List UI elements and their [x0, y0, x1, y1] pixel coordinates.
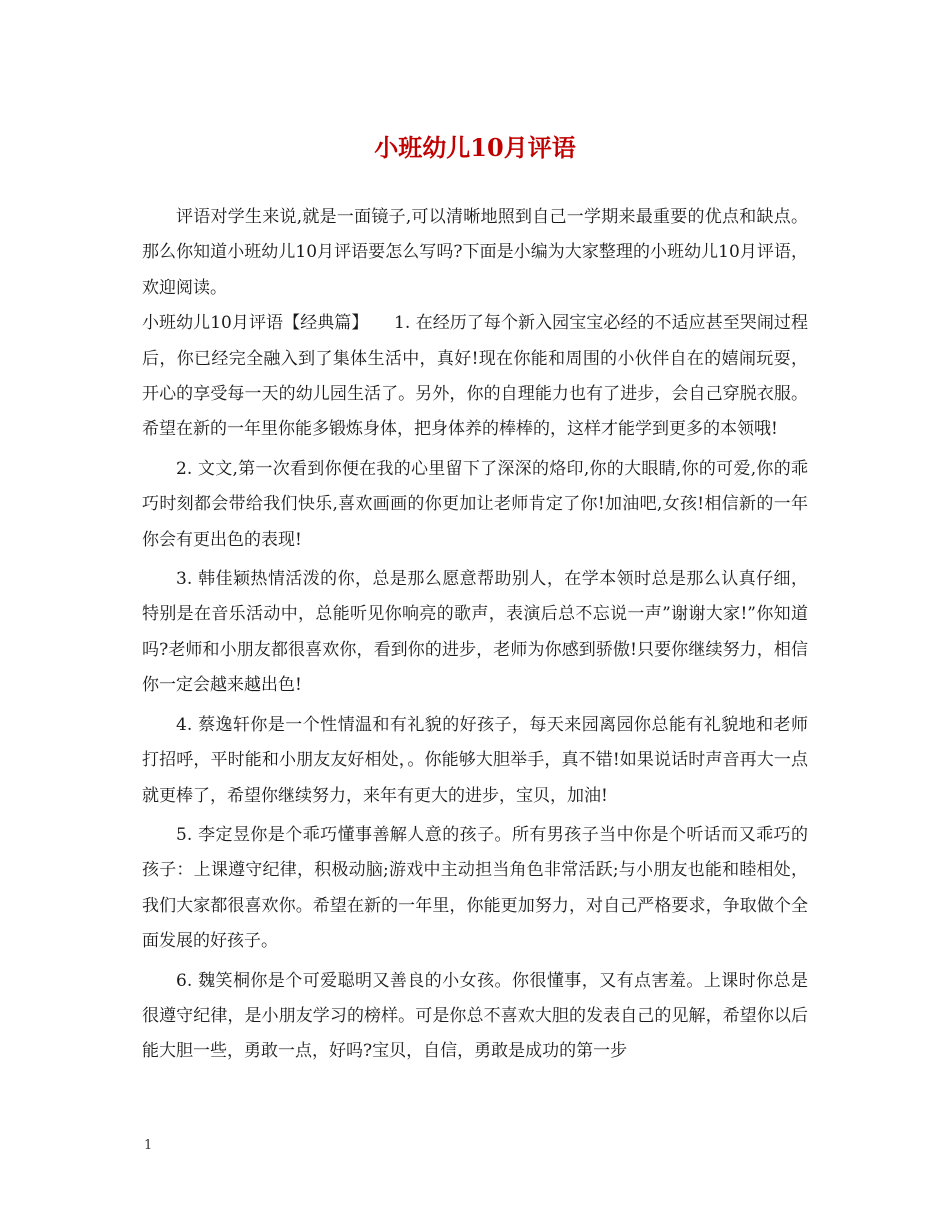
page-title: 小班幼儿10月评语 [374, 133, 576, 162]
comment-paragraph-5: 5. 李定昱你是个乖巧懂事善解人意的孩子。所有男孩子当中你是个听话而又乖巧的孩子：上课遵守纪律，积极动脑;游戏中主动担当角色非常活跃;与小朋友也能和睦相处，我们大家都很喜欢你。希望在新的一年里，你能更加努力，对自己严格要求，争取做个全面发展的好孩子。 [142, 824, 808, 952]
comment-paragraph-2: 2. 文文,第一次看到你便在我的心里留下了深深的烙印,你的大眼睛,你的可爱,你的乖巧时刻都会带给我们快乐,喜欢画画的你更加让老师肯定了你!加油吧,女孩!相信新的一年你会有更出色的表现! [142, 458, 808, 550]
comment-paragraph-3: 3. 韩佳颖热情活泼的你，总是那么愿意帮助别人，在学本领时总是那么认真仔细，特别是在音乐活动中，总能听见你响亮的歌声，表演后总不忘说一声”谢谢大家!”你知道吗?老师和小朋友都很喜欢你，看到你的进步，老师为你感到骄傲!只要你继续努力，相信你一定会越来越出色! [142, 569, 808, 696]
document-body [142, 200, 808, 1070]
page-number: 1 [144, 1138, 153, 1153]
intro-paragraph: 评语对学生来说,就是一面镜子,可以清晰地照到自己一学期来最重要的优点和缺点。那么你知道小班幼儿10月评语要怎么写吗?下面是小编为大家整理的小班幼儿10月评语，欢迎阅读。 [142, 207, 808, 298]
comment-paragraph-4: 4. 蔡逸轩你是一个性情温和有礼貌的好孩子，每天来园离园你总能有礼貌地和老师打招呼，平时能和小朋友友好相处，。你能够大胆举手，真不错!如果说话时声音再大一点就更棒了，希望你继续努力，来年有更大的进步，宝贝，加油! [142, 714, 808, 806]
comment-paragraph-6: 6. 魏笑桐你是个可爱聪明又善良的小女孩。你很懂事，又有点害羞。上课时你总是很遵守纪律，是小朋友学习的榜样。可是你总不喜欢大胆的发表自己的见解，希望你以后能大胆一些，勇敢一点，好吗?宝贝，自信，勇敢是成功的第一步 [142, 970, 808, 1062]
section-heading-paragraph: 小班幼儿10月评语【经典篇】 1. 在经历了每个新入园宝宝必经的不适应甚至哭闹过程后，你已经完全融入到了集体生活中，真好!现在你能和周围的小伙伴自在的嬉闹玩耍，开心的享受每一天的幼儿园生活了。另外，你的自理能力也有了进步，会自己穿脱衣服。希望在新的一年里你能多锻炼身体，把身体养的棒棒的，这样才能学到更多的本领哦! [142, 313, 808, 440]
